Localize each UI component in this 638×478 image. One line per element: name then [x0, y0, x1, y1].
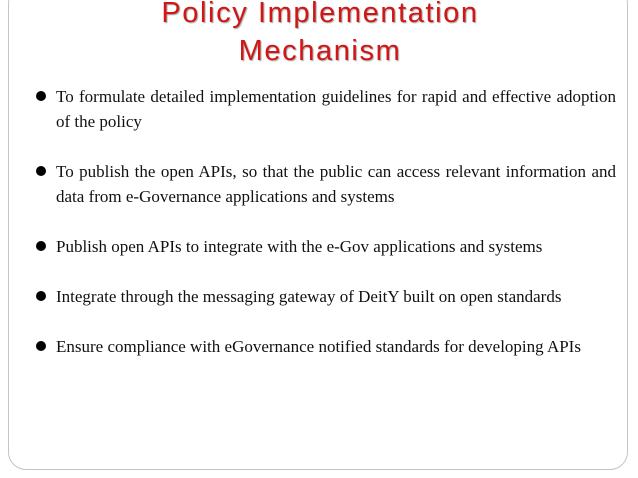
bullet-item — [34, 234, 616, 259]
bullet-text: Integrate through the messaging gateway of DeitY built on open standards — [56, 287, 562, 306]
bullet-text: Publish open APIs to integrate with the e-Gov applications and systems — [56, 237, 543, 256]
bullet-list — [34, 84, 616, 359]
bullet-icon — [36, 291, 46, 301]
bullet-icon — [36, 241, 46, 251]
bullet-icon — [36, 341, 46, 351]
bullet-text: Ensure compliance with eGovernance notified standards for developing APIs — [56, 337, 581, 356]
slide-title — [20, 0, 620, 70]
title-line-1: Policy Implementation — [161, 0, 479, 29]
bullet-text: To formulate detailed implementation guidelines for rapid and effective adoption of the policy — [56, 87, 616, 131]
bullet-item — [34, 84, 616, 134]
bullet-text: To publish the open APIs, so that the public can access relevant information and data from e-Governance applications and systems — [56, 162, 616, 206]
bullet-item — [34, 334, 616, 359]
bullet-icon — [36, 166, 46, 176]
bullet-item — [34, 284, 616, 309]
bullet-item — [34, 159, 616, 209]
title-line-2: Mechanism — [238, 35, 402, 67]
bullet-icon — [36, 91, 46, 101]
